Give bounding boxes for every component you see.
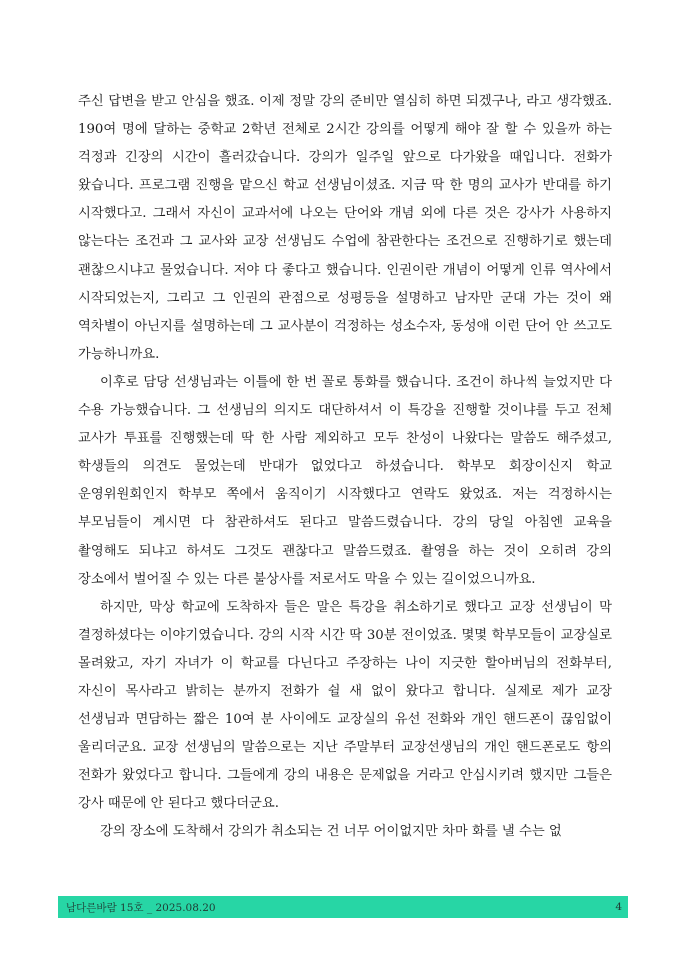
article-body — [78, 88, 612, 847]
paragraph-1: 주신 답변을 받고 안심을 했죠. 이제 정말 강의 준비만 열심히 하면 되겠구나, 라고 생각했죠. 190여 명에 달하는 중학교 2학년 전체로 2시간 강의를 어떻게 해야 잘 할 수 있을까 하는 걱정과 긴장의 시간이 흘러갔습니다. 강의가 일주일 앞으로 다가왔을 때입니다. 전화가 왔습니다. 프로그램 진행을 맡으신 학교 선생님이셨죠. 지금 딱 한 명의 교사가 반대를 하기 시작했다고. 그래서 자신이 교과서에 나오는 단어와 개념 외에 다른 것은 강사가 사용하지 않는다는 조건과 그 교사와 교장 선생님도 수업에 참관한다는 조건으로 진행하기로 했는데 괜찮으시냐고 물었습니다. 저야 다 좋다고 했습니다. 인권이란 개념이 어떻게 인류 역사에서 시작되었는지, 그리고 그 인권의 관점으로 성평등을 설명하고 남자만 군대 가는 것이 왜 역차별이 아닌지를 설명하는데 그 교사분이 걱정하는 성소수자, 동성애 이런 단어 안 쓰고도 가능하니까요. — [78, 94, 612, 362]
paragraph-2: 이후로 담당 선생님과는 이틀에 한 번 꼴로 통화를 했습니다. 조건이 하나씩 늘었지만 다 수용 가능했습니다. 그 선생님의 의지도 대단하셔서 이 특강을 진행할 것이냐를 두고 전체 교사가 투표를 진행했는데 딱 한 사람 제외하고 모두 찬성이 나왔다는 말씀도 해주셨고, 학생들의 의견도 물었는데 반대가 없었다고 하셨습니다. 학부모 회장이신지 학교 운영위원회인지 학부모 쪽에서 움직이기 시작했다고 연락도 왔었죠. 저는 걱정하시는 부모님들이 계시면 다 참관하셔도 된다고 말씀드렸습니다. 강의 당일 아침엔 교육을 촬영해도 되냐고 하셔도 그것도 괜찮다고 말씀드렸죠. 촬영을 하는 것이 오히려 강의 장소에서 벌어질 수 있는 다른 불상사를 저로서도 막을 수 있는 길이었으니까요. — [78, 374, 612, 587]
paragraph-4: 강의 장소에 도착해서 강의가 취소되는 건 너무 어이없지만 차마 화를 낼 수는 없 — [100, 824, 562, 840]
footer-publication: 남다른바람 15호 _ 2025.08.20 — [66, 901, 216, 914]
page-number: 4 — [615, 901, 622, 913]
page-footer — [58, 896, 628, 918]
paragraph-3: 하지만, 막상 학교에 도착하자 들은 말은 특강을 취소하기로 했다고 교장 선생님이 막 결정하셨다는 이야기였습니다. 강의 시작 시간 딱 30분 전이었죠. 몇몇 학부모들이 교장실로 몰려왔고, 자기 자녀가 이 학교를 다닌다고 주장하는 나이 지긋한 할아버님의 전화부터, 자신이 목사라고 밝히는 분까지 전화가 쉴 새 없이 왔다고 합니다. 실제로 제가 교장 선생님과 면담하는 짧은 10여 분 사이에도 교장실의 유선 전화와 개인 핸드폰이 끊임없이 울리더군요. 교장 선생님의 말씀으로는 지난 주말부터 교장선생님의 개인 핸드폰로도 항의 전화가 왔었다고 합니다. 그들에게 강의 내용은 문제없을 거라고 안심시키려 했지만 그들은 강사 때문에 안 된다고 했다더군요. — [78, 599, 612, 812]
